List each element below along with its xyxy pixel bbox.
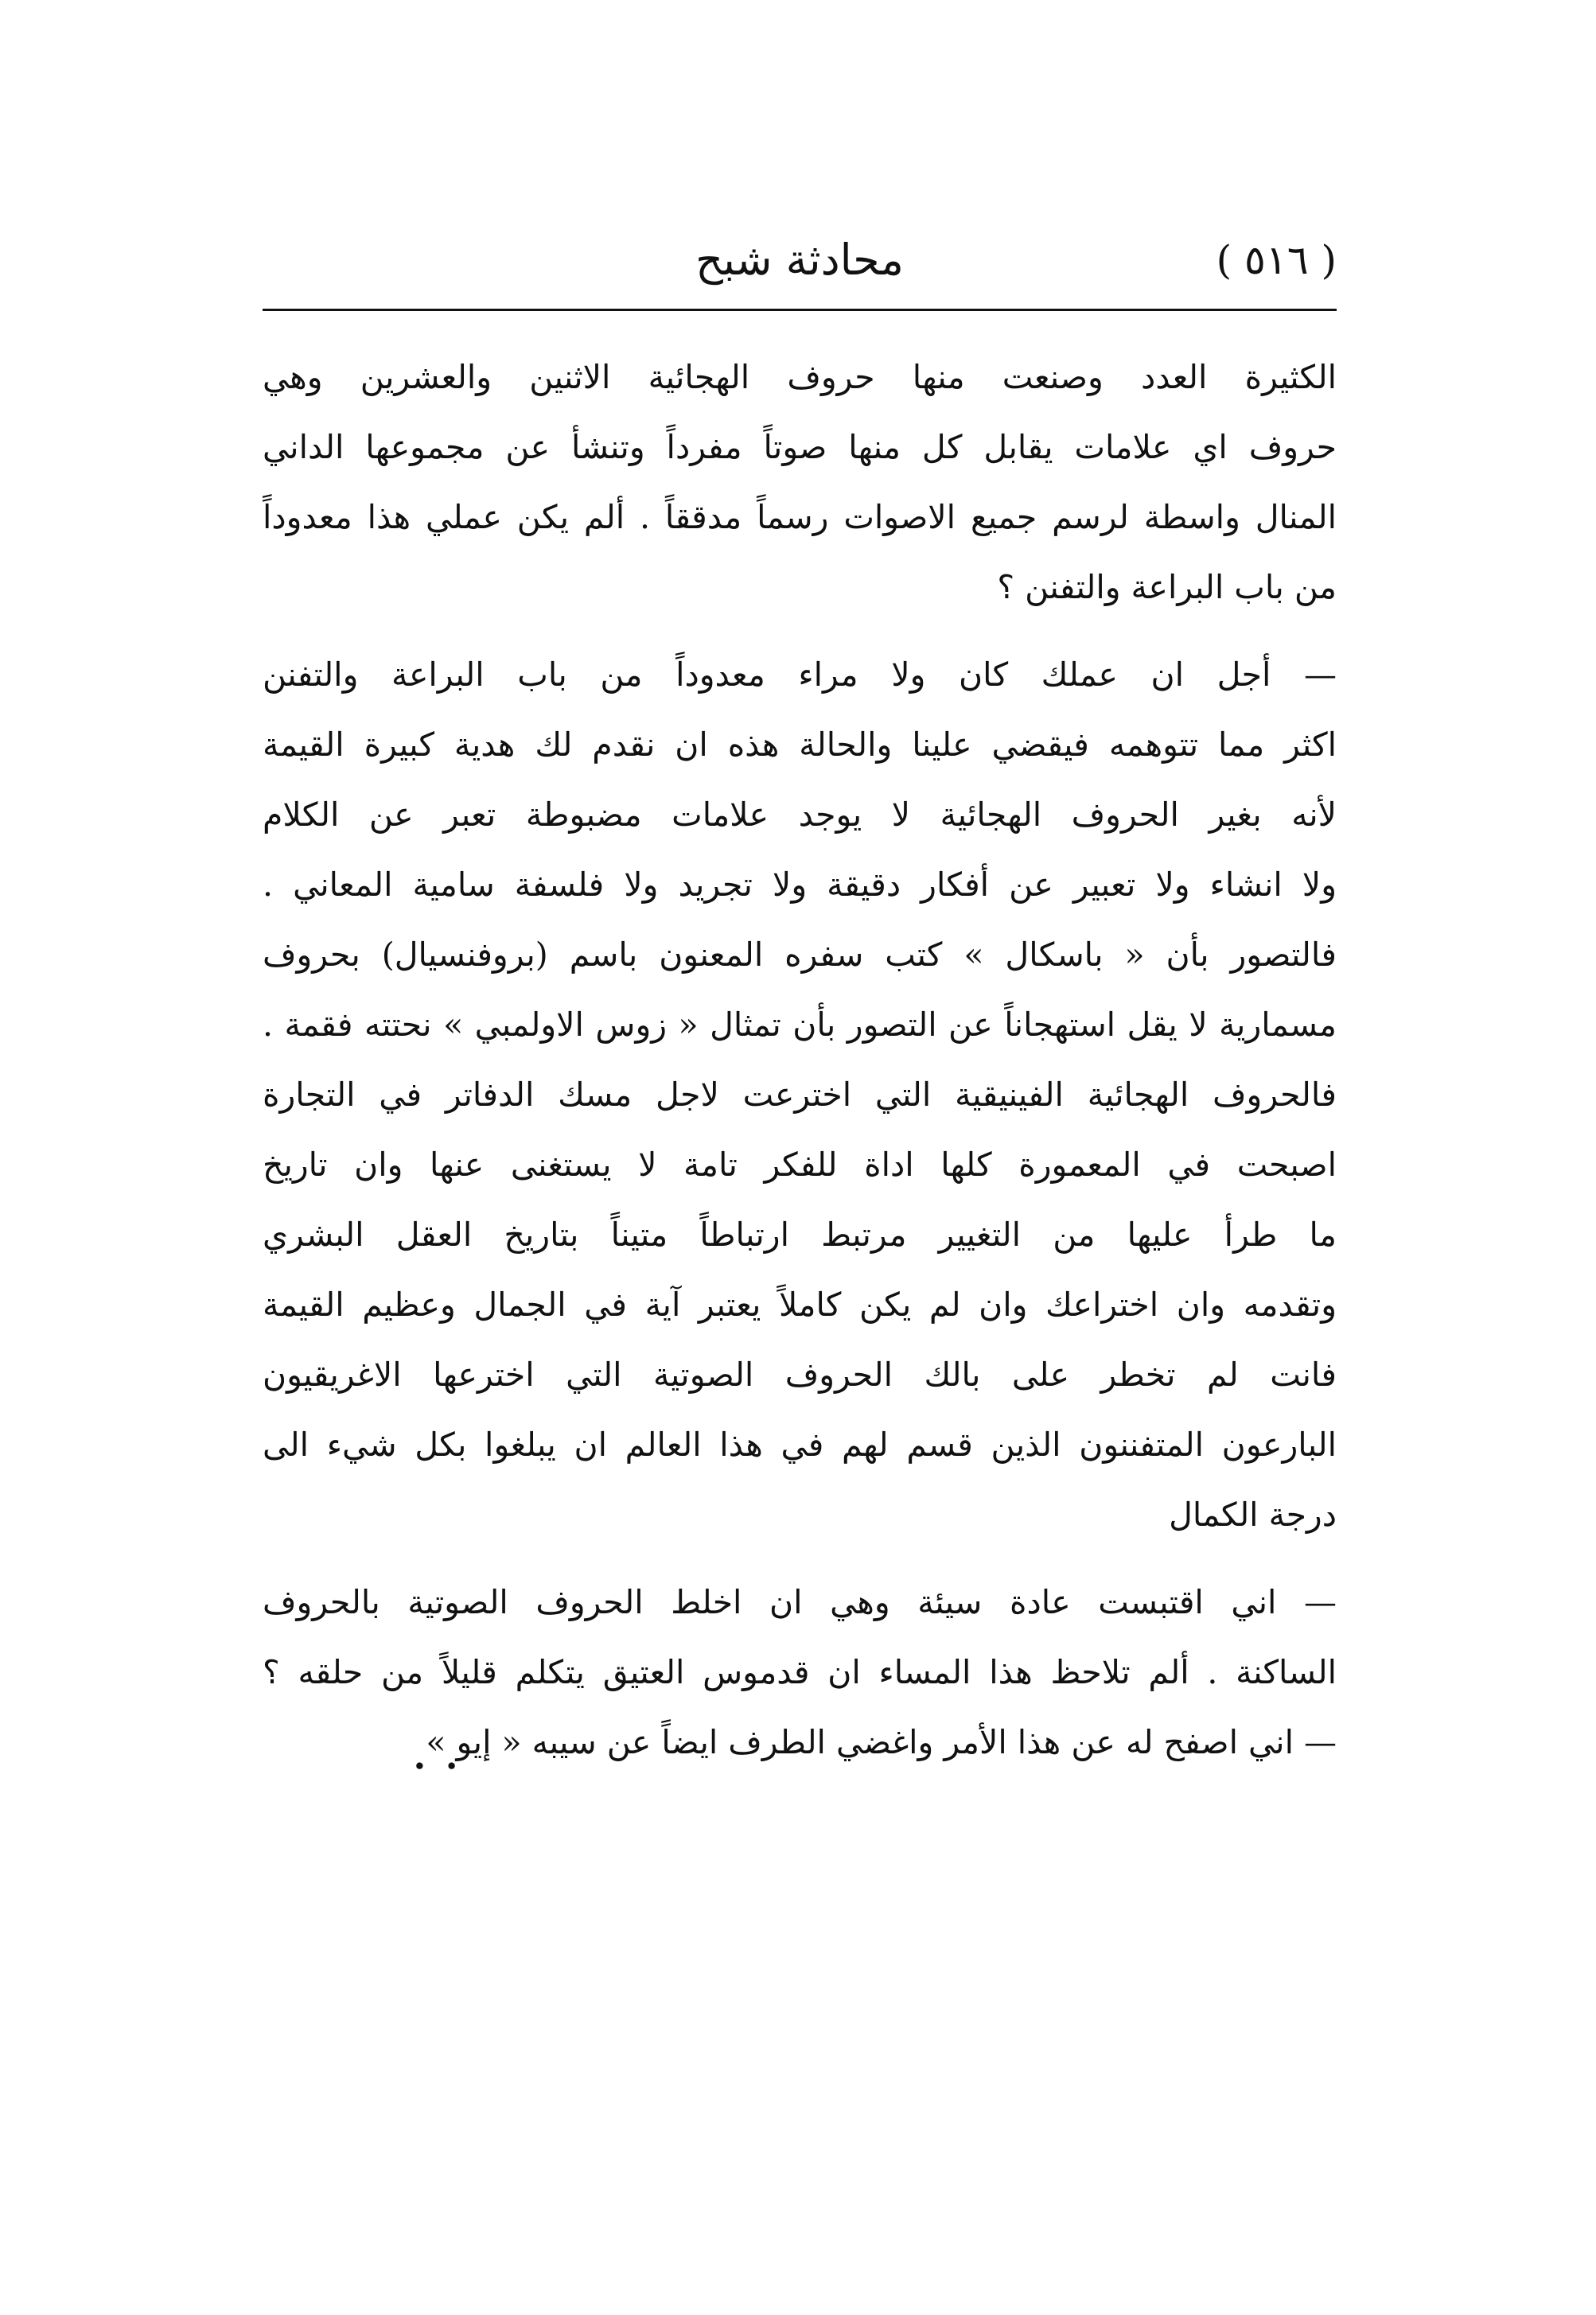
text-line: درجة الكمال (1169, 1496, 1337, 1534)
text-line: فالحروف الهجائية الفينيقية التي اخترعت لاجل مسك الدفاتر في التجارة (263, 1076, 1337, 1114)
text-line: وتقدمه وان اختراعك وان لم يكن كاملاً يعتبر آية في الجمال وعظيم القيمة (263, 1286, 1337, 1324)
text-line: فالتصور بأن « باسكال » كتب سفره المعنون باسم (بروفنسيال) بحروف (263, 936, 1337, 974)
text-line: — اني اصفح له عن هذا الأمر واغضي الطرف ايضاً عن سيبه « إيو » (426, 1723, 1337, 1761)
page-header (263, 224, 1337, 296)
text-line: ما طرأ عليها من التغيير مرتبط ارتباطاً متيناً بتاريخ العقل البشري (263, 1216, 1337, 1254)
text-line: فانت لم تخطر على بالك الحروف الصوتية التي اخترعها الاغريقيون (263, 1356, 1337, 1394)
text-line: اصبحت في المعمورة كلها اداة للفكر تامة لا يستغنى عنها وان تاريخ (263, 1146, 1337, 1184)
text-line: المنال واسطة لرسم جميع الاصوات رسماً مدققاً . ألم يكن عملي هذا معدوداً (263, 498, 1337, 536)
page-number: ( ٥١٦ ) (1216, 237, 1337, 283)
text-line: الساكنة . ألم تلاحظ هذا المساء ان قدموس العتيق يتكلم قليلاً من حلقه ؟ (263, 1653, 1337, 1691)
text-line: — اني اقتبست عادة سيئة وهي ان اخلط الحروف الصوتية بالحروف (263, 1583, 1337, 1621)
text-line: حروف اي علامات يقابل كل منها صوتاً مفرداً وتنشأ عن مجموعها الداني (263, 428, 1337, 466)
text-line: — أجل ان عملك كان ولا مراء معدوداً من باب البراعة والتفنن (263, 656, 1337, 694)
header-rule (263, 309, 1337, 311)
text-line: الكثيرة العدد وصنعت منها حروف الهجائية الاثنين والعشرين وهي (263, 358, 1337, 396)
paragraph-2 (263, 640, 1337, 1550)
running-title: محادثة شبح (695, 235, 904, 285)
paragraph-1 (263, 342, 1337, 622)
text-line: ولا انشاء ولا تعبير عن أفكار دقيقة ولا تجريد ولا فلسفة سامية المعاني . (263, 866, 1337, 904)
text-line: البارعون المتفننون الذين قسم لهم في هذا العالم ان يبلغوا بكل شيء الى (263, 1426, 1337, 1464)
paragraph-3 (263, 1567, 1337, 1777)
body-text (263, 342, 1337, 1777)
text-line: لأنه بغير الحروف الهجائية لا يوجد علامات مضبوطة تعبر عن الكلام (263, 796, 1337, 834)
text-line: مسمارية لا يقل استهجاناً عن التصور بأن تمثال « زوس الاولمبي » نحتته فقمة . (263, 1006, 1337, 1044)
text-line: اكثر مما تتوهمه فيقضي علينا والحالة هذه ان نقدم لك هدية كبيرة القيمة (263, 726, 1337, 764)
text-line: من باب البراعة والتفنن ؟ (997, 568, 1337, 606)
stray-print-marks: ∙ ∙ (414, 1752, 464, 1780)
